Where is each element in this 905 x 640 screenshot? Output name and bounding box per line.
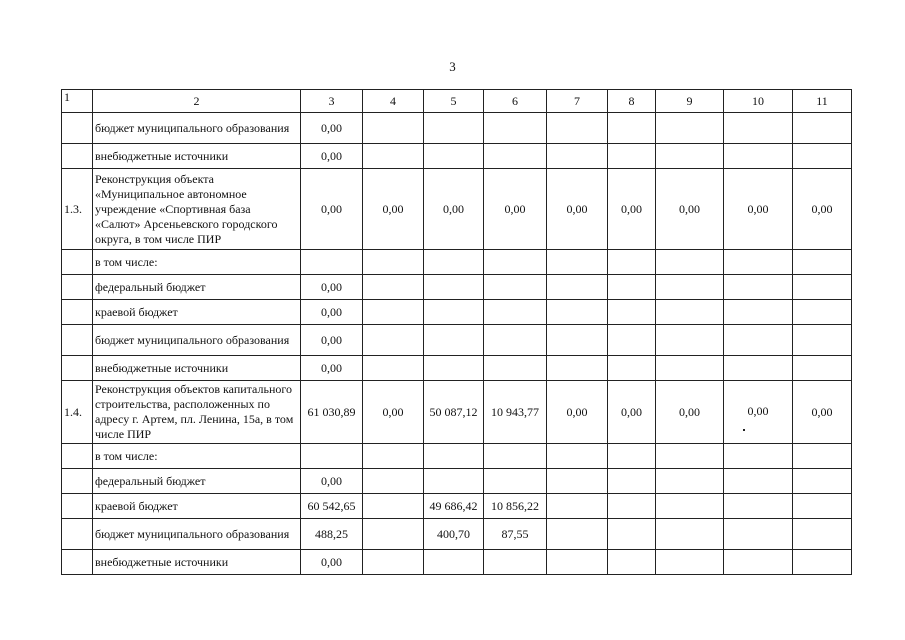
value-cell-col-5 [424, 550, 484, 575]
value-cell-col-4 [363, 325, 424, 356]
table-row [62, 444, 852, 469]
value-cell-col-5: 0,00 [424, 169, 484, 250]
value-cell-col-6 [484, 356, 547, 381]
table-row [62, 356, 852, 381]
value-cell-col-8 [608, 300, 656, 325]
value-cell-col-9 [656, 550, 724, 575]
value-cell-col-7 [547, 300, 608, 325]
value-cell-col-6 [484, 444, 547, 469]
row-label-cell: в том числе: [93, 444, 301, 469]
row-number-cell [62, 356, 93, 381]
value-cell-col-11 [793, 469, 852, 494]
page-number: 3 [449, 59, 456, 74]
value-cell-col-4: 0,00 [363, 169, 424, 250]
value-cell-col-7 [547, 469, 608, 494]
row-number-cell [62, 469, 93, 494]
value-cell-col-5 [424, 444, 484, 469]
value-cell-col-8 [608, 250, 656, 275]
value-cell-col-10 [724, 550, 793, 575]
value-cell-col-5 [424, 356, 484, 381]
value-cell-col-6 [484, 550, 547, 575]
value-cell-col-11 [793, 550, 852, 575]
value-cell-col-7 [547, 444, 608, 469]
value-cell-col-9 [656, 444, 724, 469]
row-label-cell: в том числе: [93, 250, 301, 275]
column-header-1: 1 [62, 90, 93, 113]
value-cell-col-7: 0,00 [547, 169, 608, 250]
row-number-cell: 1.3. [62, 169, 93, 250]
value-cell-col-4 [363, 519, 424, 550]
budget-table [61, 89, 852, 575]
table-row [62, 325, 852, 356]
value-cell-col-7 [547, 113, 608, 144]
value-cell-col-11 [793, 144, 852, 169]
value-cell-col-8 [608, 444, 656, 469]
value-cell-col-3 [301, 444, 363, 469]
row-label-cell: бюджет муниципального образования [93, 325, 301, 356]
value-cell-col-6 [484, 113, 547, 144]
table-body [62, 113, 852, 575]
table-row [62, 169, 852, 250]
row-label-cell: внебюджетные источники [93, 144, 301, 169]
row-number-cell [62, 250, 93, 275]
row-label-cell: бюджет муниципального образования [93, 519, 301, 550]
value-cell-col-6: 87,55 [484, 519, 547, 550]
value-cell-col-9: 0,00 [656, 169, 724, 250]
column-header-2: 2 [93, 90, 301, 113]
value-cell-col-3: 0,00 [301, 275, 363, 300]
value-cell-col-4 [363, 469, 424, 494]
value-cell-col-8 [608, 325, 656, 356]
stray-mark [743, 429, 745, 431]
column-header-6: 6 [484, 90, 547, 113]
value-cell-col-7 [547, 550, 608, 575]
value-cell-col-6 [484, 250, 547, 275]
row-number-cell [62, 144, 93, 169]
value-cell-col-11 [793, 275, 852, 300]
value-cell-col-3: 0,00 [301, 325, 363, 356]
value-cell-col-3: 61 030,89 [301, 381, 363, 444]
value-cell-col-5 [424, 144, 484, 169]
value-cell-col-11: 0,00 [793, 169, 852, 250]
value-cell-col-3: 0,00 [301, 469, 363, 494]
value-cell-col-11 [793, 250, 852, 275]
value-cell-col-8 [608, 113, 656, 144]
value-cell-col-9: 0,00 [656, 381, 724, 444]
value-cell-col-11 [793, 519, 852, 550]
value-cell-col-5 [424, 469, 484, 494]
value-cell-col-8 [608, 356, 656, 381]
table-row [62, 250, 852, 275]
value-cell-col-3: 0,00 [301, 113, 363, 144]
value-cell-col-7 [547, 275, 608, 300]
value-cell-col-4 [363, 494, 424, 519]
value-cell-col-11 [793, 325, 852, 356]
value-cell-col-9 [656, 325, 724, 356]
row-number-cell [62, 325, 93, 356]
row-number-cell [62, 275, 93, 300]
value-cell-col-10 [724, 494, 793, 519]
column-header-10: 10 [724, 90, 793, 113]
value-cell-col-7 [547, 356, 608, 381]
row-number-cell [62, 494, 93, 519]
table-row [62, 275, 852, 300]
value-cell-col-6 [484, 469, 547, 494]
value-cell-col-10 [724, 144, 793, 169]
value-cell-col-3 [301, 250, 363, 275]
value-cell-col-3: 0,00 [301, 300, 363, 325]
value-cell-col-8 [608, 275, 656, 300]
value-cell-col-8 [608, 519, 656, 550]
table-row [62, 494, 852, 519]
column-header-11: 11 [793, 90, 852, 113]
table-row [62, 300, 852, 325]
value-cell-col-5 [424, 113, 484, 144]
value-cell-col-9 [656, 275, 724, 300]
value-cell-col-3: 60 542,65 [301, 494, 363, 519]
value-cell-col-6 [484, 275, 547, 300]
row-label-cell: бюджет муниципального образования [93, 113, 301, 144]
value-cell-col-7: 0,00 [547, 381, 608, 444]
value-cell-col-8 [608, 550, 656, 575]
column-header-8: 8 [608, 90, 656, 113]
value-cell-col-7 [547, 494, 608, 519]
value-cell-col-7 [547, 325, 608, 356]
value-cell-col-11 [793, 113, 852, 144]
value-cell-col-4 [363, 300, 424, 325]
value-cell-col-9 [656, 469, 724, 494]
row-label-cell: федеральный бюджет [93, 275, 301, 300]
value-cell-col-4 [363, 444, 424, 469]
column-header-9: 9 [656, 90, 724, 113]
row-number-cell [62, 113, 93, 144]
value-cell-col-9 [656, 300, 724, 325]
value-cell-col-9 [656, 494, 724, 519]
value-cell-col-7 [547, 250, 608, 275]
value-cell-col-3: 0,00 [301, 144, 363, 169]
column-header-7: 7 [547, 90, 608, 113]
value-cell-col-4 [363, 250, 424, 275]
value-cell-col-6 [484, 144, 547, 169]
value-cell-col-8 [608, 144, 656, 169]
row-number-cell: 1.4. [62, 381, 93, 444]
value-cell-col-4 [363, 550, 424, 575]
value-cell-col-11 [793, 444, 852, 469]
table-row [62, 144, 852, 169]
value-cell-col-10 [724, 113, 793, 144]
column-header-3: 3 [301, 90, 363, 113]
value-cell-col-9 [656, 144, 724, 169]
column-header-row [62, 90, 852, 113]
value-cell-col-9 [656, 250, 724, 275]
value-cell-col-10 [724, 469, 793, 494]
row-label-cell: федеральный бюджет [93, 469, 301, 494]
value-cell-col-8 [608, 469, 656, 494]
value-cell-col-11 [793, 356, 852, 381]
row-number-cell [62, 519, 93, 550]
value-cell-col-5: 400,70 [424, 519, 484, 550]
value-cell-col-6: 10 856,22 [484, 494, 547, 519]
value-cell-col-5 [424, 250, 484, 275]
value-cell-col-10 [724, 275, 793, 300]
value-cell-col-10: 0,00 [724, 381, 793, 444]
value-cell-col-6 [484, 300, 547, 325]
row-label-cell: внебюджетные источники [93, 356, 301, 381]
value-cell-col-11: 0,00 [793, 381, 852, 444]
value-cell-col-10 [724, 325, 793, 356]
value-cell-col-4: 0,00 [363, 381, 424, 444]
table-row [62, 550, 852, 575]
table-row [62, 381, 852, 444]
value-cell-col-8: 0,00 [608, 381, 656, 444]
row-label-cell: внебюджетные источники [93, 550, 301, 575]
table-row [62, 519, 852, 550]
value-cell-col-7 [547, 144, 608, 169]
value-cell-col-8: 0,00 [608, 169, 656, 250]
value-cell-col-5: 49 686,42 [424, 494, 484, 519]
column-header-4: 4 [363, 90, 424, 113]
value-cell-col-11 [793, 300, 852, 325]
table-row [62, 113, 852, 144]
value-cell-col-6: 0,00 [484, 169, 547, 250]
column-header-5: 5 [424, 90, 484, 113]
row-label-cell: краевой бюджет [93, 300, 301, 325]
row-label-cell: Реконструкция объектов капитального строительства, расположенных по адресу г. Артем, пл. Ленина, 15а, в том числе ПИР [93, 381, 301, 444]
row-label-cell: краевой бюджет [93, 494, 301, 519]
row-number-cell [62, 550, 93, 575]
value-cell-col-10 [724, 444, 793, 469]
value-cell-col-11 [793, 494, 852, 519]
value-cell-col-3: 0,00 [301, 356, 363, 381]
value-cell-col-4 [363, 356, 424, 381]
value-cell-col-10: 0,00 [724, 169, 793, 250]
value-cell-col-9 [656, 356, 724, 381]
value-cell-col-5: 50 087,12 [424, 381, 484, 444]
row-label-cell: Реконструкция объекта «Муниципальное автономное учреждение «Спортивная база «Салют» Арсеньевского городского округа, в том числе ПИР [93, 169, 301, 250]
value-cell-col-3: 0,00 [301, 550, 363, 575]
value-cell-col-4 [363, 275, 424, 300]
value-cell-col-3: 0,00 [301, 169, 363, 250]
value-cell-col-9 [656, 519, 724, 550]
value-cell-col-10 [724, 250, 793, 275]
table-row [62, 469, 852, 494]
value-cell-col-10 [724, 300, 793, 325]
value-cell-col-8 [608, 494, 656, 519]
value-cell-col-5 [424, 275, 484, 300]
value-cell-col-5 [424, 325, 484, 356]
value-cell-col-5 [424, 300, 484, 325]
value-cell-col-10 [724, 356, 793, 381]
row-number-cell [62, 444, 93, 469]
value-cell-col-4 [363, 113, 424, 144]
value-cell-col-3: 488,25 [301, 519, 363, 550]
row-number-cell [62, 300, 93, 325]
value-cell-col-6 [484, 325, 547, 356]
value-cell-col-7 [547, 519, 608, 550]
value-cell-col-6: 10 943,77 [484, 381, 547, 444]
value-cell-col-10 [724, 519, 793, 550]
value-cell-col-4 [363, 144, 424, 169]
value-cell-col-9 [656, 113, 724, 144]
